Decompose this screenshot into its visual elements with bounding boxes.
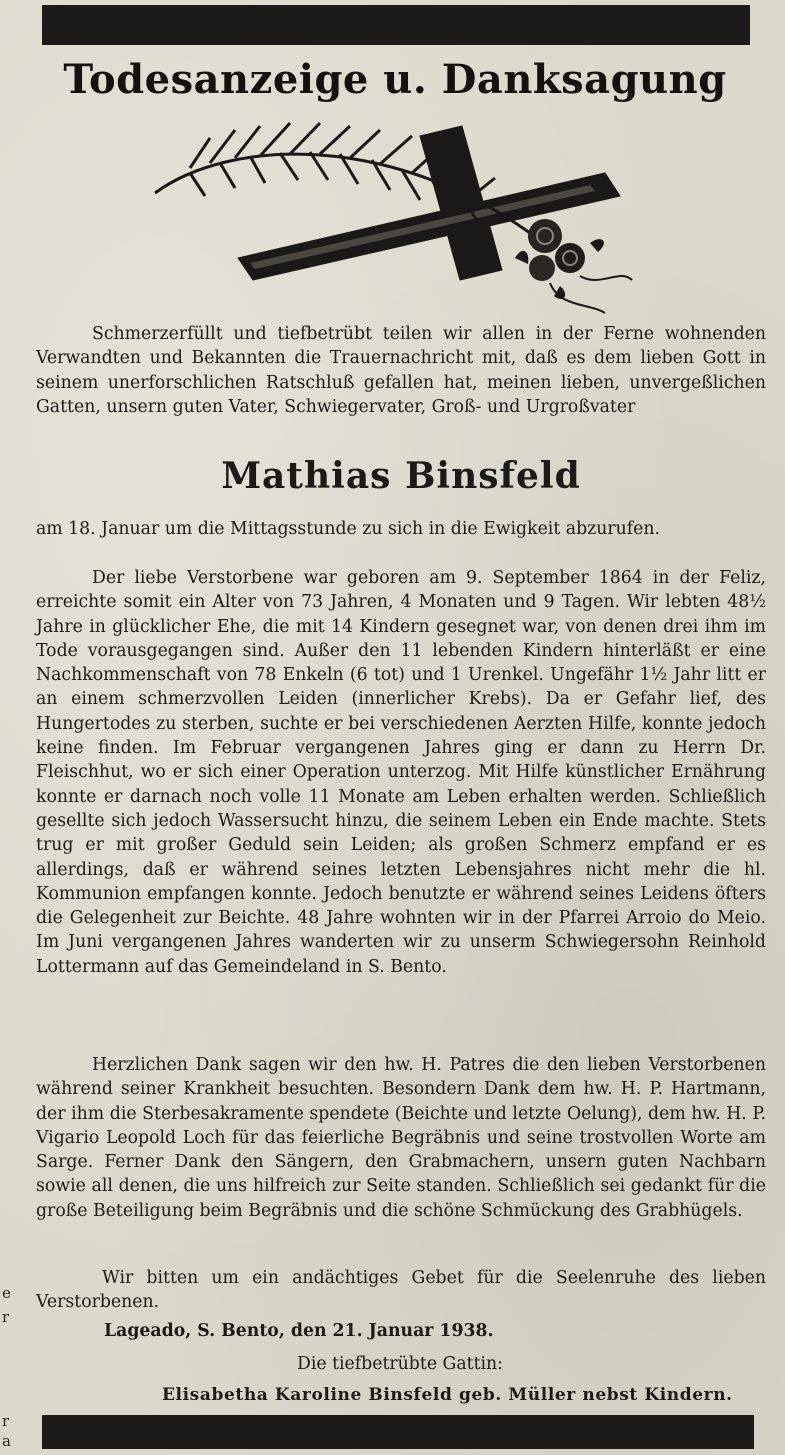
- margin-fragment: r: [2, 1308, 10, 1326]
- cross-palm-emblem: [150, 118, 650, 318]
- notice-title: Todesanzeige u. Danksagung: [63, 56, 727, 103]
- signature-intro: Die tiefbetrübte Gattin:: [296, 1354, 504, 1374]
- intro-paragraph: Schmerzerfüllt und tiefbetrübt teilen wir allen in der Ferne wohnenden Verwandten und Bekannten die Trauernachricht mit, daß es dem lieben Gott in seinem unerforschlichen Ratschluß gefallen hat, meinen lieben, unvergeßlichen Gatten, unsern guten Vater, Schwiegervater, Groß- und Urgroßvater: [36, 324, 766, 417]
- paragraph-prayer: Wir bitten um ein andächtiges Gebet für die Seelenruhe des lieben Verstorbenen.: [36, 1268, 766, 1313]
- deceased-name: Mathias Binsfeld: [221, 455, 581, 497]
- margin-fragment: a: [2, 1432, 11, 1450]
- margin-fragment: r: [2, 1412, 10, 1430]
- rose-bouquet: [515, 219, 632, 313]
- signatory: Elisabetha Karoline Binsfeld geb. Müller nebst Kindern.: [162, 1385, 733, 1405]
- place-date: Lageado, S. Bento, den 21. Januar 1938.: [104, 1321, 494, 1341]
- paragraph-thanks: Herzlichen Dank sagen wir den hw. H. Patres die den lieben Verstorbenen während seiner Krankheit besuchten. Besondern Dank dem hw. H. P. Hartmann, der ihm die Sterbesakramente spendete (Beichte und letzte Oelung), dem hw. H. P. Vigario Leopold Loch für das feierliche Begräbnis und seine trostvollen Worte am Sarge. Ferner Dank den Sängern, den Grabmachern, unsern guten Nachbarn sowie all denen, die uns hilfreich zur Seite standen. Schließlich sei gedankt für die große Beteiligung beim Begräbnis und die schöne Schmückung des Grabhügels.: [36, 1055, 766, 1221]
- paragraph-call: am 18. Januar um die Mittagsstunde zu sich in die Ewigkeit abzurufen.: [36, 519, 661, 539]
- top-black-rule: [42, 5, 750, 45]
- paragraph-biography: Der liebe Verstorbene war geboren am 9. September 1864 in der Feliz, erreichte somit ein Alter von 73 Jahren, 4 Monaten und 9 Tagen. Wir lebten 48½ Jahre in glücklicher Ehe, die mit 14 Kindern gesegnet war, von denen drei ihm im Tode vorausgegangen sind. Außer den 11 lebenden Kindern hinterläßt er eine Nachkommenschaft von 78 Enkeln (6 tot) und 1 Urenkel. Ungefähr 1½ Jahr litt er an einem schmerzvollen Leiden (innerlicher Krebs). Da er Gefahr lief, des Hungertodes zu sterben, suchte er bei verschiedenen Aerzten Hilfe, konnte jedoch keine finden. Im Februar vergangenen Jahres ging er dann zu Herrn Dr. Fleischhut, wo er sich einer Operation unterzog. Mit Hilfe künstlicher Ernährung konnte er darnach noch volle 11 Monate am Leben erhalten werden. Schließlich gesellte sich jedoch Wassersucht hinzu, die seinem Leben ein Ende machte. Stets trug er mit großer Geduld sein Leiden; als großen Schmerz empfand er es allerdings, daß er während seines letzten Lebensjahres nicht mehr die hl. Kommunion empfangen konnte. Jedoch benutzte er während seines Leidens öfters die Gelegenheit zur Beichte. 48 Jahre wohnten wir in der Pfarrei Arroio do Meio. Im Juni vergangenen Jahres wanderten wir zu unserm Schwiegersohn Reinhold Lottermann auf das Gemeindeland in S. Bento.: [36, 568, 766, 977]
- margin-fragment: e: [2, 1284, 11, 1302]
- bottom-black-rule: [42, 1415, 754, 1449]
